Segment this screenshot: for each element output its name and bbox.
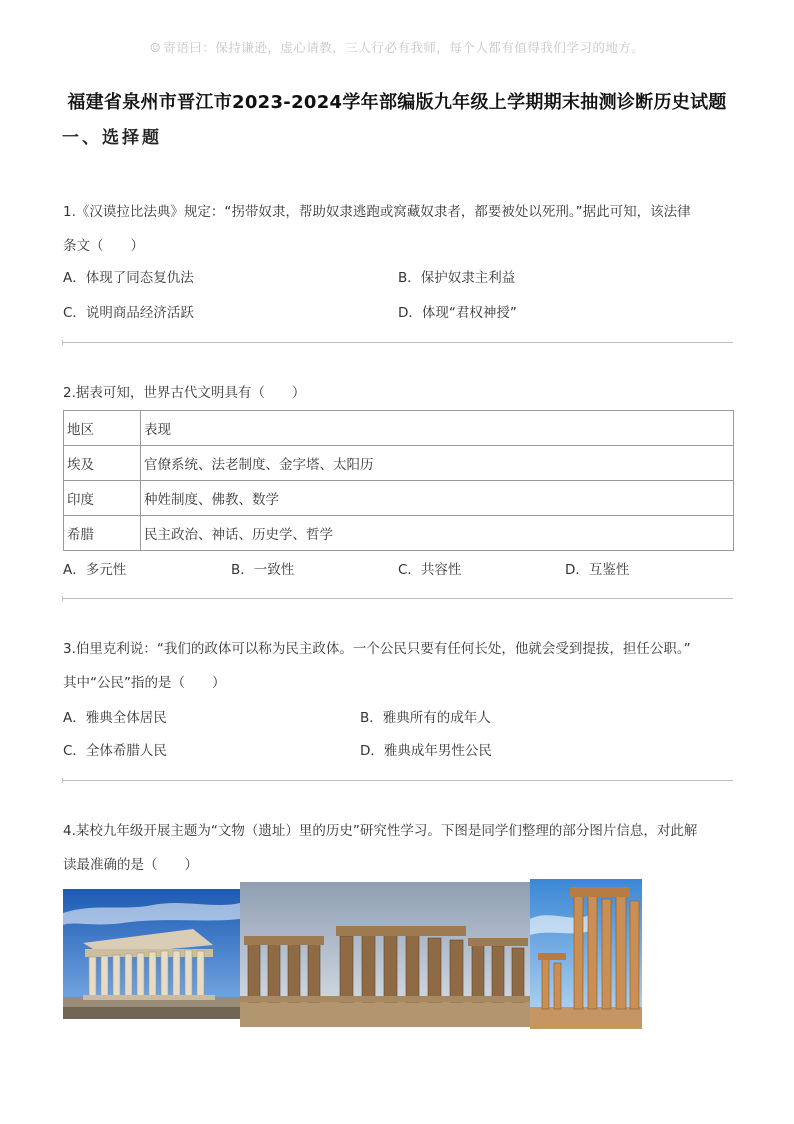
question-3-stem-line2: 其中“公民”指的是（ ） [63, 675, 226, 691]
divider [63, 342, 733, 343]
parthenon-photo [63, 889, 240, 1019]
question-3-stem-line1: 3.伯里克利说：“我们的政体可以称为民主政体。一个公民只要有任何长处，他就会受到提拔，担任公职。” [63, 641, 691, 657]
question-4 [63, 814, 735, 882]
motto-header [0, 38, 794, 56]
question-3-option-d[interactable]: D．雅典成年男性公民 [360, 743, 492, 759]
civilization-table [63, 410, 734, 551]
question-4-stem-line2: 读最准确的是（ ） [63, 857, 198, 873]
question-4-stem-line1: 4.某校九年级开展主题为“文物（遗址）里的历史”研究性学习。下图是同学们整理的部分图片信息，对此解 [63, 823, 698, 839]
table-row [64, 446, 734, 481]
table-cell: 印度 [64, 481, 141, 516]
question-2-option-a[interactable]: A．多元性 [63, 562, 127, 578]
question-2-stem: 2.据表可知，世界古代文明具有（ ） [63, 385, 306, 401]
question-3-option-a[interactable]: A．雅典全体居民 [63, 710, 167, 726]
table-cell: 种姓制度、佛教、数学 [141, 481, 734, 516]
luxor-temple-photo [240, 882, 530, 1027]
table-cell: 希腊 [64, 516, 141, 551]
question-3-option-c[interactable]: C．全体希腊人民 [63, 743, 167, 759]
question-2-option-c[interactable]: C．共容性 [398, 562, 462, 578]
question-1-option-a[interactable]: A．体现了同态复仇法 [63, 270, 194, 286]
question-1-option-c[interactable]: C．说明商品经济活跃 [63, 305, 194, 321]
question-1-option-b[interactable]: B．保护奴隶主利益 [398, 270, 516, 286]
smile-icon: ☺ [149, 40, 162, 55]
table-header-cell: 地区 [64, 411, 141, 446]
table-row [64, 516, 734, 551]
question-2-option-b[interactable]: B．一致性 [231, 562, 295, 578]
divider [63, 598, 733, 599]
motto-text: 寄语曰：保持谦逊，虚心请教，三人行必有我师，每个人都有值得我们学习的地方。 [163, 40, 645, 55]
question-1 [63, 195, 735, 263]
table-header-cell: 表现 [141, 411, 734, 446]
divider [63, 780, 733, 781]
section-heading: 一、选择题 [62, 128, 162, 148]
question-1-option-d[interactable]: D．体现“君权神授” [398, 305, 517, 321]
question-3-option-b[interactable]: B．雅典所有的成年人 [360, 710, 491, 726]
table-cell: 官僚系统、法老制度、金字塔、太阳历 [141, 446, 734, 481]
table-cell: 埃及 [64, 446, 141, 481]
question-2 [63, 376, 735, 410]
ruins-columns-photo [530, 879, 642, 1029]
question-1-stem-line1: 1.《汉谟拉比法典》规定：“拐带奴隶，帮助奴隶逃跑或窝藏奴隶者，都要被处以死刑。”据此可知，该法律 [63, 204, 691, 220]
question-3 [63, 632, 735, 700]
table-cell: 民主政治、神话、历史学、哲学 [141, 516, 734, 551]
question-1-stem-line2: 条文（ ） [63, 238, 144, 254]
question-2-option-d[interactable]: D．互鉴性 [565, 562, 630, 578]
table-header-row [64, 411, 734, 446]
page-title: 福建省泉州市晋江市2023-2024学年部编版九年级上学期期末抽测诊断历史试题 [67, 92, 727, 113]
table-row [64, 481, 734, 516]
